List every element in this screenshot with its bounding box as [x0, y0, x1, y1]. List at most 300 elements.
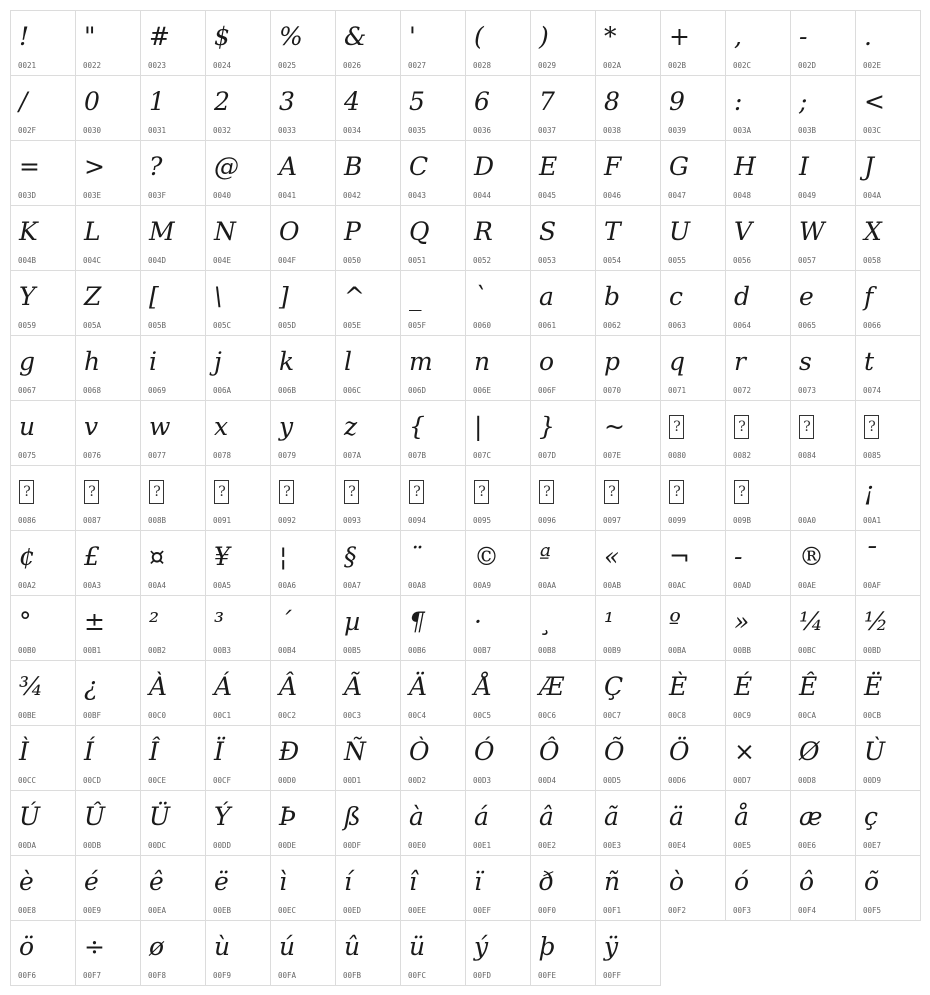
glyph-cell	[335, 205, 401, 271]
glyph-char: ª	[539, 542, 550, 571]
glyph-cell	[75, 855, 141, 921]
missing-glyph-box: ?	[279, 480, 294, 504]
glyph-code-label: 008B	[148, 516, 167, 525]
glyph-cell	[465, 920, 531, 986]
glyph-char: ½	[864, 607, 888, 636]
glyph-code-label: 0064	[733, 321, 752, 330]
glyph-cell	[400, 400, 466, 466]
glyph-code-label: 0080	[668, 451, 687, 460]
glyph-cell	[790, 140, 856, 206]
glyph-code-label: 0028	[473, 61, 492, 70]
glyph-code-label: 0076	[83, 451, 102, 460]
glyph-code-label: 00F7	[83, 971, 102, 980]
glyph-cell	[855, 140, 921, 206]
glyph-code-label: 00B6	[408, 646, 427, 655]
glyph-code-label: 00A2	[18, 581, 37, 590]
glyph-code-label: 0063	[668, 321, 687, 330]
glyph-cell	[205, 790, 271, 856]
glyph-code-label: 00F8	[148, 971, 167, 980]
glyph-code-label: 00A1	[863, 516, 882, 525]
glyph-cell	[855, 270, 921, 336]
glyph-cell	[530, 855, 596, 921]
glyph-cell	[660, 335, 726, 401]
glyph-code-label: 00F9	[213, 971, 232, 980]
glyph-cell	[855, 530, 921, 596]
glyph-cell	[855, 725, 921, 791]
glyph-char: Ù	[864, 737, 885, 766]
glyph-cell	[10, 790, 76, 856]
glyph-char: ¥	[214, 542, 229, 571]
glyph-char: Ü	[149, 802, 170, 831]
glyph-code-label: 00BC	[798, 646, 817, 655]
glyph-cell	[790, 790, 856, 856]
glyph-char: ä	[669, 802, 683, 831]
glyph-cell	[855, 595, 921, 661]
glyph-code-label: 00F0	[538, 906, 557, 915]
glyph-code-label: 00DB	[83, 841, 102, 850]
glyph-cell	[660, 75, 726, 141]
glyph-char: ·	[474, 607, 481, 636]
glyph-char: ±	[84, 607, 104, 636]
glyph-char: o	[539, 347, 554, 376]
glyph-cell	[10, 400, 76, 466]
glyph-code-label: 00E3	[603, 841, 622, 850]
glyph-char: û	[344, 932, 360, 961]
glyph-char: U	[669, 217, 690, 246]
glyph-char: ¯	[864, 542, 876, 571]
glyph-cell	[140, 205, 206, 271]
glyph-char: Î	[149, 737, 158, 766]
glyph-cell	[205, 205, 271, 271]
glyph-char: S	[539, 217, 556, 246]
glyph-cell	[75, 10, 141, 76]
glyph-cell	[595, 205, 661, 271]
glyph-cell	[335, 400, 401, 466]
glyph-code-label: 00AC	[668, 581, 687, 590]
glyph-cell	[400, 530, 466, 596]
glyph-char: Í	[84, 737, 93, 766]
glyph-cell	[790, 10, 856, 76]
glyph-code-label: 0025	[278, 61, 297, 70]
glyph-cell	[595, 530, 661, 596]
glyph-char: "	[84, 22, 95, 51]
glyph-cell	[400, 920, 466, 986]
glyph-code-label: 00BF	[83, 711, 102, 720]
glyph-code-label: 0066	[863, 321, 882, 330]
glyph-code-label: 0095	[473, 516, 492, 525]
glyph-char: 8	[604, 87, 619, 116]
glyph-cell	[465, 75, 531, 141]
glyph-code-label: 0060	[473, 321, 492, 330]
glyph-code-label: 00FD	[473, 971, 492, 980]
glyph-cell	[725, 530, 791, 596]
glyph-cell	[205, 855, 271, 921]
glyph-code-label: 0057	[798, 256, 817, 265]
glyph-cell	[335, 920, 401, 986]
glyph-code-label: 00E6	[798, 841, 817, 850]
glyph-code-label: 00AB	[603, 581, 622, 590]
glyph-code-label: 0069	[148, 386, 167, 395]
glyph-code-label: 0077	[148, 451, 167, 460]
glyph-code-label: 00CD	[83, 776, 102, 785]
glyph-cell	[270, 335, 336, 401]
glyph-code-label: 00D7	[733, 776, 752, 785]
glyph-code-label: 0030	[83, 126, 102, 135]
glyph-code-label: 0068	[83, 386, 102, 395]
glyph-cell	[660, 790, 726, 856]
glyph-cell	[855, 465, 921, 531]
glyph-code-label: 00B8	[538, 646, 557, 655]
glyph-cell	[660, 270, 726, 336]
glyph-cell	[10, 660, 76, 726]
glyph-char: â	[539, 802, 553, 831]
glyph-code-label: 0048	[733, 191, 752, 200]
glyph-cell	[530, 140, 596, 206]
glyph-cell	[10, 530, 76, 596]
glyph-code-label: 0092	[278, 516, 297, 525]
glyph-code-label: 0073	[798, 386, 817, 395]
glyph-code-label: 00FB	[343, 971, 362, 980]
glyph-char: ¢	[19, 542, 34, 571]
glyph-char: !	[19, 22, 29, 51]
glyph-code-label: 00C3	[343, 711, 362, 720]
glyph-cell	[400, 790, 466, 856]
glyph-cell	[400, 855, 466, 921]
glyph-cell	[530, 530, 596, 596]
glyph-cell	[75, 595, 141, 661]
glyph-cell	[465, 465, 531, 531]
glyph-char: j	[214, 347, 221, 376]
glyph-char: Å	[474, 672, 492, 701]
glyph-code-label: 00D9	[863, 776, 882, 785]
glyph-char: .	[864, 22, 871, 51]
glyph-char: º	[669, 607, 680, 636]
glyph-cell	[75, 530, 141, 596]
glyph-code-label: 00A0	[798, 516, 817, 525]
glyph-code-label: 00A9	[473, 581, 492, 590]
glyph-char: ³	[214, 607, 224, 636]
glyph-cell	[465, 400, 531, 466]
glyph-code-label: 0078	[213, 451, 232, 460]
glyph-char: ô	[799, 867, 814, 896]
glyph-code-label: 003B	[798, 126, 817, 135]
glyph-cell	[10, 465, 76, 531]
glyph-code-label: 0082	[733, 451, 752, 460]
glyph-cell	[205, 270, 271, 336]
glyph-code-label: 0093	[343, 516, 362, 525]
glyph-char: }	[539, 412, 554, 441]
glyph-char: á	[474, 802, 488, 831]
glyph-cell	[660, 140, 726, 206]
glyph-code-label: 0022	[83, 61, 102, 70]
glyph-char: ü	[409, 932, 425, 961]
glyph-cell	[400, 465, 466, 531]
glyph-char: f	[864, 282, 873, 311]
glyph-code-label: 00CA	[798, 711, 817, 720]
glyph-cell	[205, 400, 271, 466]
glyph-code-label: 0075	[18, 451, 37, 460]
glyph-char: þ	[539, 932, 555, 961]
glyph-code-label: 00FA	[278, 971, 297, 980]
glyph-code-label: 009B	[733, 516, 752, 525]
glyph-cell	[205, 920, 271, 986]
glyph-char: %	[279, 22, 302, 51]
glyph-code-label: 005D	[278, 321, 297, 330]
glyph-code-label: 00FE	[538, 971, 557, 980]
glyph-code-label: 004F	[278, 256, 297, 265]
glyph-code-label: 0049	[798, 191, 817, 200]
glyph-char: Û	[84, 802, 105, 831]
glyph-code-label: 00E7	[863, 841, 882, 850]
glyph-cell	[140, 530, 206, 596]
glyph-char: O	[279, 217, 299, 246]
glyph-code-label: 00EC	[278, 906, 297, 915]
missing-glyph-box: ?	[669, 480, 684, 504]
glyph-char: í	[344, 867, 351, 896]
glyph-code-label: 0062	[603, 321, 622, 330]
glyph-char: ê	[149, 867, 163, 896]
glyph-cell	[465, 270, 531, 336]
glyph-char: Ñ	[344, 737, 365, 766]
glyph-char: ×	[734, 737, 754, 766]
glyph-cell	[465, 205, 531, 271]
glyph-char: ß	[344, 802, 360, 831]
glyph-cell	[335, 790, 401, 856]
glyph-code-label: 0039	[668, 126, 687, 135]
glyph-char: i	[149, 347, 156, 376]
glyph-code-label: 0058	[863, 256, 882, 265]
glyph-code-label: 006A	[213, 386, 232, 395]
glyph-code-label: 00E5	[733, 841, 752, 850]
missing-glyph-box: ?	[214, 480, 229, 504]
missing-glyph-box: ?	[344, 480, 359, 504]
glyph-char: £	[84, 542, 99, 571]
glyph-char: 9	[669, 87, 684, 116]
glyph-char: ÷	[84, 932, 104, 961]
missing-glyph-box: ?	[734, 415, 749, 439]
glyph-cell	[10, 855, 76, 921]
glyph-code-label: 0094	[408, 516, 427, 525]
glyph-char: ¬	[669, 542, 689, 571]
glyph-cell	[790, 75, 856, 141]
glyph-char: ¦	[279, 542, 287, 571]
glyph-code-label: 0045	[538, 191, 557, 200]
glyph-char: °	[19, 607, 31, 636]
glyph-char: Ô	[539, 737, 559, 766]
glyph-code-label: 005C	[213, 321, 232, 330]
glyph-code-label: 005E	[343, 321, 362, 330]
glyph-code-label: 00BA	[668, 646, 687, 655]
glyph-char: ù	[214, 932, 230, 961]
glyph-code-label: 0029	[538, 61, 557, 70]
glyph-code-label: 00EB	[213, 906, 232, 915]
glyph-char: _	[409, 282, 421, 311]
glyph-code-label: 00EF	[473, 906, 492, 915]
glyph-cell	[465, 660, 531, 726]
glyph-cell	[75, 725, 141, 791]
glyph-char: I	[799, 152, 808, 181]
glyph-char: ²	[149, 607, 159, 636]
glyph-cell	[400, 140, 466, 206]
glyph-cell	[140, 335, 206, 401]
missing-glyph-box: ?	[799, 415, 814, 439]
glyph-cell	[530, 660, 596, 726]
glyph-char: >	[84, 152, 104, 181]
glyph-cell	[335, 10, 401, 76]
glyph-cell	[270, 400, 336, 466]
glyph-code-label: 00F3	[733, 906, 752, 915]
glyph-code-label: 0085	[863, 451, 882, 460]
glyph-cell	[270, 530, 336, 596]
glyph-code-label: 00F1	[603, 906, 622, 915]
glyph-code-label: 0056	[733, 256, 752, 265]
glyph-cell	[75, 465, 141, 531]
glyph-cell	[660, 205, 726, 271]
glyph-cell	[725, 335, 791, 401]
glyph-char: V	[734, 217, 752, 246]
glyph-cell	[725, 595, 791, 661]
glyph-cell	[855, 790, 921, 856]
glyph-code-label: 00A5	[213, 581, 232, 590]
glyph-code-label: 002A	[603, 61, 622, 70]
glyph-code-label: 0050	[343, 256, 362, 265]
glyph-cell	[855, 205, 921, 271]
glyph-cell	[335, 465, 401, 531]
glyph-cell	[270, 465, 336, 531]
glyph-code-label: 0055	[668, 256, 687, 265]
glyph-code-label: 0091	[213, 516, 232, 525]
glyph-char: Ê	[799, 672, 817, 701]
glyph-code-label: 00D6	[668, 776, 687, 785]
glyph-code-label: 006C	[343, 386, 362, 395]
glyph-code-label: 00B7	[473, 646, 492, 655]
glyph-char: »	[734, 607, 749, 636]
glyph-code-label: 00B0	[18, 646, 37, 655]
glyph-code-label: 00D5	[603, 776, 622, 785]
missing-glyph-box: ?	[864, 415, 879, 439]
glyph-char: ´	[279, 607, 291, 636]
glyph-code-label: 0035	[408, 126, 427, 135]
glyph-cell	[465, 10, 531, 76]
glyph-char: b	[604, 282, 620, 311]
glyph-cell	[725, 790, 791, 856]
glyph-cell	[400, 270, 466, 336]
glyph-cell	[270, 595, 336, 661]
glyph-char: -	[734, 542, 742, 571]
glyph-cell	[465, 530, 531, 596]
glyph-char: À	[149, 672, 167, 701]
glyph-code-label: 00F4	[798, 906, 817, 915]
glyph-char: |	[474, 412, 482, 441]
glyph-char: B	[344, 152, 362, 181]
glyph-code-label: 0041	[278, 191, 297, 200]
glyph-cell	[855, 335, 921, 401]
glyph-char: T	[604, 217, 620, 246]
glyph-cell	[530, 465, 596, 531]
glyph-code-label: 00DD	[213, 841, 232, 850]
glyph-char: ~	[604, 412, 624, 441]
glyph-code-label: 00EE	[408, 906, 427, 915]
glyph-cell	[140, 75, 206, 141]
glyph-code-label: 00E0	[408, 841, 427, 850]
glyph-code-label: 003F	[148, 191, 167, 200]
glyph-cell	[10, 595, 76, 661]
glyph-char: l	[344, 347, 351, 376]
glyph-cell	[10, 335, 76, 401]
glyph-cell	[530, 205, 596, 271]
glyph-char: (	[474, 22, 483, 51]
glyph-char: m	[409, 347, 432, 376]
glyph-code-label: 00CC	[18, 776, 37, 785]
glyph-char: æ	[799, 802, 822, 831]
glyph-cell	[10, 205, 76, 271]
glyph-cell	[530, 790, 596, 856]
glyph-char: '	[409, 22, 415, 51]
glyph-cell	[595, 10, 661, 76]
glyph-code-label: 0054	[603, 256, 622, 265]
glyph-cell	[205, 595, 271, 661]
glyph-cell	[10, 75, 76, 141]
glyph-cell	[205, 465, 271, 531]
glyph-char: È	[669, 672, 687, 701]
glyph-char: ÿ	[604, 932, 618, 961]
glyph-cell	[335, 595, 401, 661]
glyph-code-label: 003D	[18, 191, 37, 200]
glyph-char: a	[539, 282, 553, 311]
glyph-char: *	[604, 22, 616, 51]
glyph-cell	[140, 660, 206, 726]
glyph-cell	[140, 140, 206, 206]
glyph-char: D	[474, 152, 494, 181]
glyph-cell	[530, 75, 596, 141]
glyph-char: G	[669, 152, 688, 181]
glyph-code-label: 00F6	[18, 971, 37, 980]
glyph-char: :	[734, 87, 742, 116]
glyph-code-label: 003C	[863, 126, 882, 135]
glyph-code-label: 00D8	[798, 776, 817, 785]
glyph-code-label: 00D1	[343, 776, 362, 785]
glyph-cell	[790, 595, 856, 661]
glyph-cell	[140, 790, 206, 856]
glyph-cell	[465, 595, 531, 661]
glyph-code-label: 0021	[18, 61, 37, 70]
glyph-code-label: 0061	[538, 321, 557, 330]
glyph-code-label: 002E	[863, 61, 882, 70]
glyph-cell	[140, 920, 206, 986]
glyph-cell	[75, 335, 141, 401]
glyph-cell	[855, 10, 921, 76]
glyph-cell	[660, 10, 726, 76]
glyph-code-label: 00FF	[603, 971, 622, 980]
glyph-cell	[205, 10, 271, 76]
glyph-code-label: 00E4	[668, 841, 687, 850]
missing-glyph-box: ?	[84, 480, 99, 504]
glyph-code-label: 00DF	[343, 841, 362, 850]
glyph-code-label: 004A	[863, 191, 882, 200]
glyph-char: #	[149, 22, 169, 51]
glyph-cell	[335, 725, 401, 791]
glyph-cell	[660, 725, 726, 791]
glyph-char: ,	[734, 22, 741, 51]
glyph-cell	[140, 400, 206, 466]
glyph-code-label: 00EA	[148, 906, 167, 915]
glyph-char: ¶	[409, 607, 424, 636]
glyph-code-label: 0087	[83, 516, 102, 525]
glyph-char: Ò	[409, 737, 429, 766]
glyph-code-label: 00B5	[343, 646, 362, 655]
glyph-code-label: 00BB	[733, 646, 752, 655]
glyph-char: ç	[864, 802, 878, 831]
